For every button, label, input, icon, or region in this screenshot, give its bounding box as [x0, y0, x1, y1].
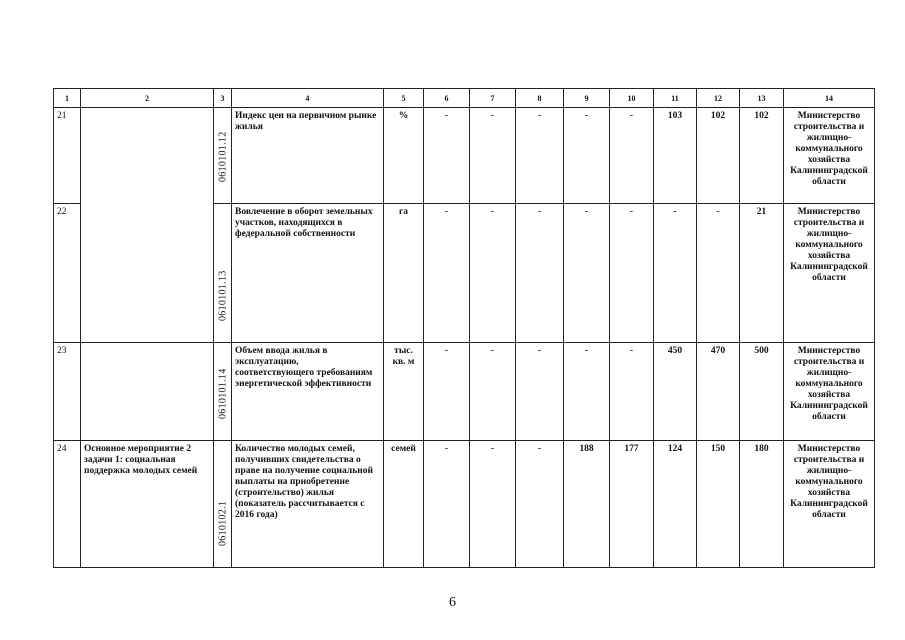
- row-number: 21: [54, 108, 81, 204]
- column-header: 5: [384, 89, 424, 108]
- column-header: 13: [740, 89, 784, 108]
- code-cell: [214, 204, 232, 343]
- event-cell: Основное мероприятие 2 задачи 1: социальная поддержка молодых семей: [81, 441, 214, 568]
- indicator-code: 0610101.13: [217, 270, 228, 321]
- value-cell: -: [470, 343, 516, 441]
- value-cell: -: [424, 204, 470, 343]
- responsible-org: Министерство строительства и жилищно-коммунального хозяйства Калининградской области: [784, 343, 875, 441]
- value-cell: -: [610, 204, 654, 343]
- indicator-code: 0610102.1: [217, 500, 228, 546]
- column-header: 14: [784, 89, 875, 108]
- value-cell: -: [516, 343, 564, 441]
- column-header: 4: [232, 89, 384, 108]
- unit: тыс. кв. м: [384, 343, 424, 441]
- unit: %: [384, 108, 424, 204]
- responsible-org: Министерство строительства и жилищно-коммунального хозяйства Калининградской области: [784, 204, 875, 343]
- value-cell: 500: [740, 343, 784, 441]
- column-header: 10: [610, 89, 654, 108]
- indicator-name: Объем ввода жилья в эксплуатацию, соответствующего требованиям энергетической эффективности: [232, 343, 384, 441]
- value-cell: -: [654, 204, 697, 343]
- event-cell: [81, 108, 214, 343]
- value-cell: 102: [697, 108, 740, 204]
- table-row: [54, 343, 875, 441]
- value-cell: -: [470, 204, 516, 343]
- responsible-org: Министерство строительства и жилищно-коммунального хозяйства Калининградской области: [784, 108, 875, 204]
- column-header: 3: [214, 89, 232, 108]
- code-cell: [214, 343, 232, 441]
- value-cell: -: [424, 441, 470, 568]
- value-cell: -: [564, 343, 610, 441]
- responsible-org: Министерство строительства и жилищно-коммунального хозяйства Калининградской области: [784, 441, 875, 568]
- row-number: 22: [54, 204, 81, 343]
- column-header: 11: [654, 89, 697, 108]
- indicator-name: Вовлечение в оборот земельных участков, находящихся в федеральной собственности: [232, 204, 384, 343]
- column-header: 2: [81, 89, 214, 108]
- column-header: 7: [470, 89, 516, 108]
- value-cell: 450: [654, 343, 697, 441]
- unit: семей: [384, 441, 424, 568]
- row-number: 24: [54, 441, 81, 568]
- value-cell: 103: [654, 108, 697, 204]
- unit: га: [384, 204, 424, 343]
- page-number: 6: [449, 595, 456, 610]
- indicator-name: Количество молодых семей, получивших свидетельства о праве на получение социальной выплаты на приобретение (строительство) жилья (показатель рассчитывается с 2016 года): [232, 441, 384, 568]
- indicator-name: Индекс цен на первичном рынке жилья: [232, 108, 384, 204]
- row-number: 23: [54, 343, 81, 441]
- value-cell: -: [470, 441, 516, 568]
- value-cell: 177: [610, 441, 654, 568]
- value-cell: -: [516, 204, 564, 343]
- value-cell: 124: [654, 441, 697, 568]
- value-cell: 102: [740, 108, 784, 204]
- column-header: 8: [516, 89, 564, 108]
- indicators-table: [53, 88, 875, 568]
- value-cell: -: [697, 204, 740, 343]
- value-cell: 470: [697, 343, 740, 441]
- value-cell: 180: [740, 441, 784, 568]
- value-cell: -: [424, 108, 470, 204]
- value-cell: -: [564, 108, 610, 204]
- value-cell: 188: [564, 441, 610, 568]
- column-header: 1: [54, 89, 81, 108]
- header-row: [54, 89, 875, 108]
- column-header: 12: [697, 89, 740, 108]
- code-cell: [214, 441, 232, 568]
- table-row: [54, 108, 875, 204]
- event-cell: [81, 343, 214, 441]
- code-cell: [214, 108, 232, 204]
- value-cell: -: [610, 108, 654, 204]
- value-cell: 150: [697, 441, 740, 568]
- value-cell: -: [516, 108, 564, 204]
- value-cell: -: [564, 204, 610, 343]
- column-header: 6: [424, 89, 470, 108]
- table-row: [54, 441, 875, 568]
- value-cell: 21: [740, 204, 784, 343]
- value-cell: -: [516, 441, 564, 568]
- column-header: 9: [564, 89, 610, 108]
- value-cell: -: [470, 108, 516, 204]
- value-cell: -: [610, 343, 654, 441]
- value-cell: -: [424, 343, 470, 441]
- indicator-code: 0610101.12: [217, 131, 228, 183]
- indicator-code: 0610101.14: [217, 368, 228, 420]
